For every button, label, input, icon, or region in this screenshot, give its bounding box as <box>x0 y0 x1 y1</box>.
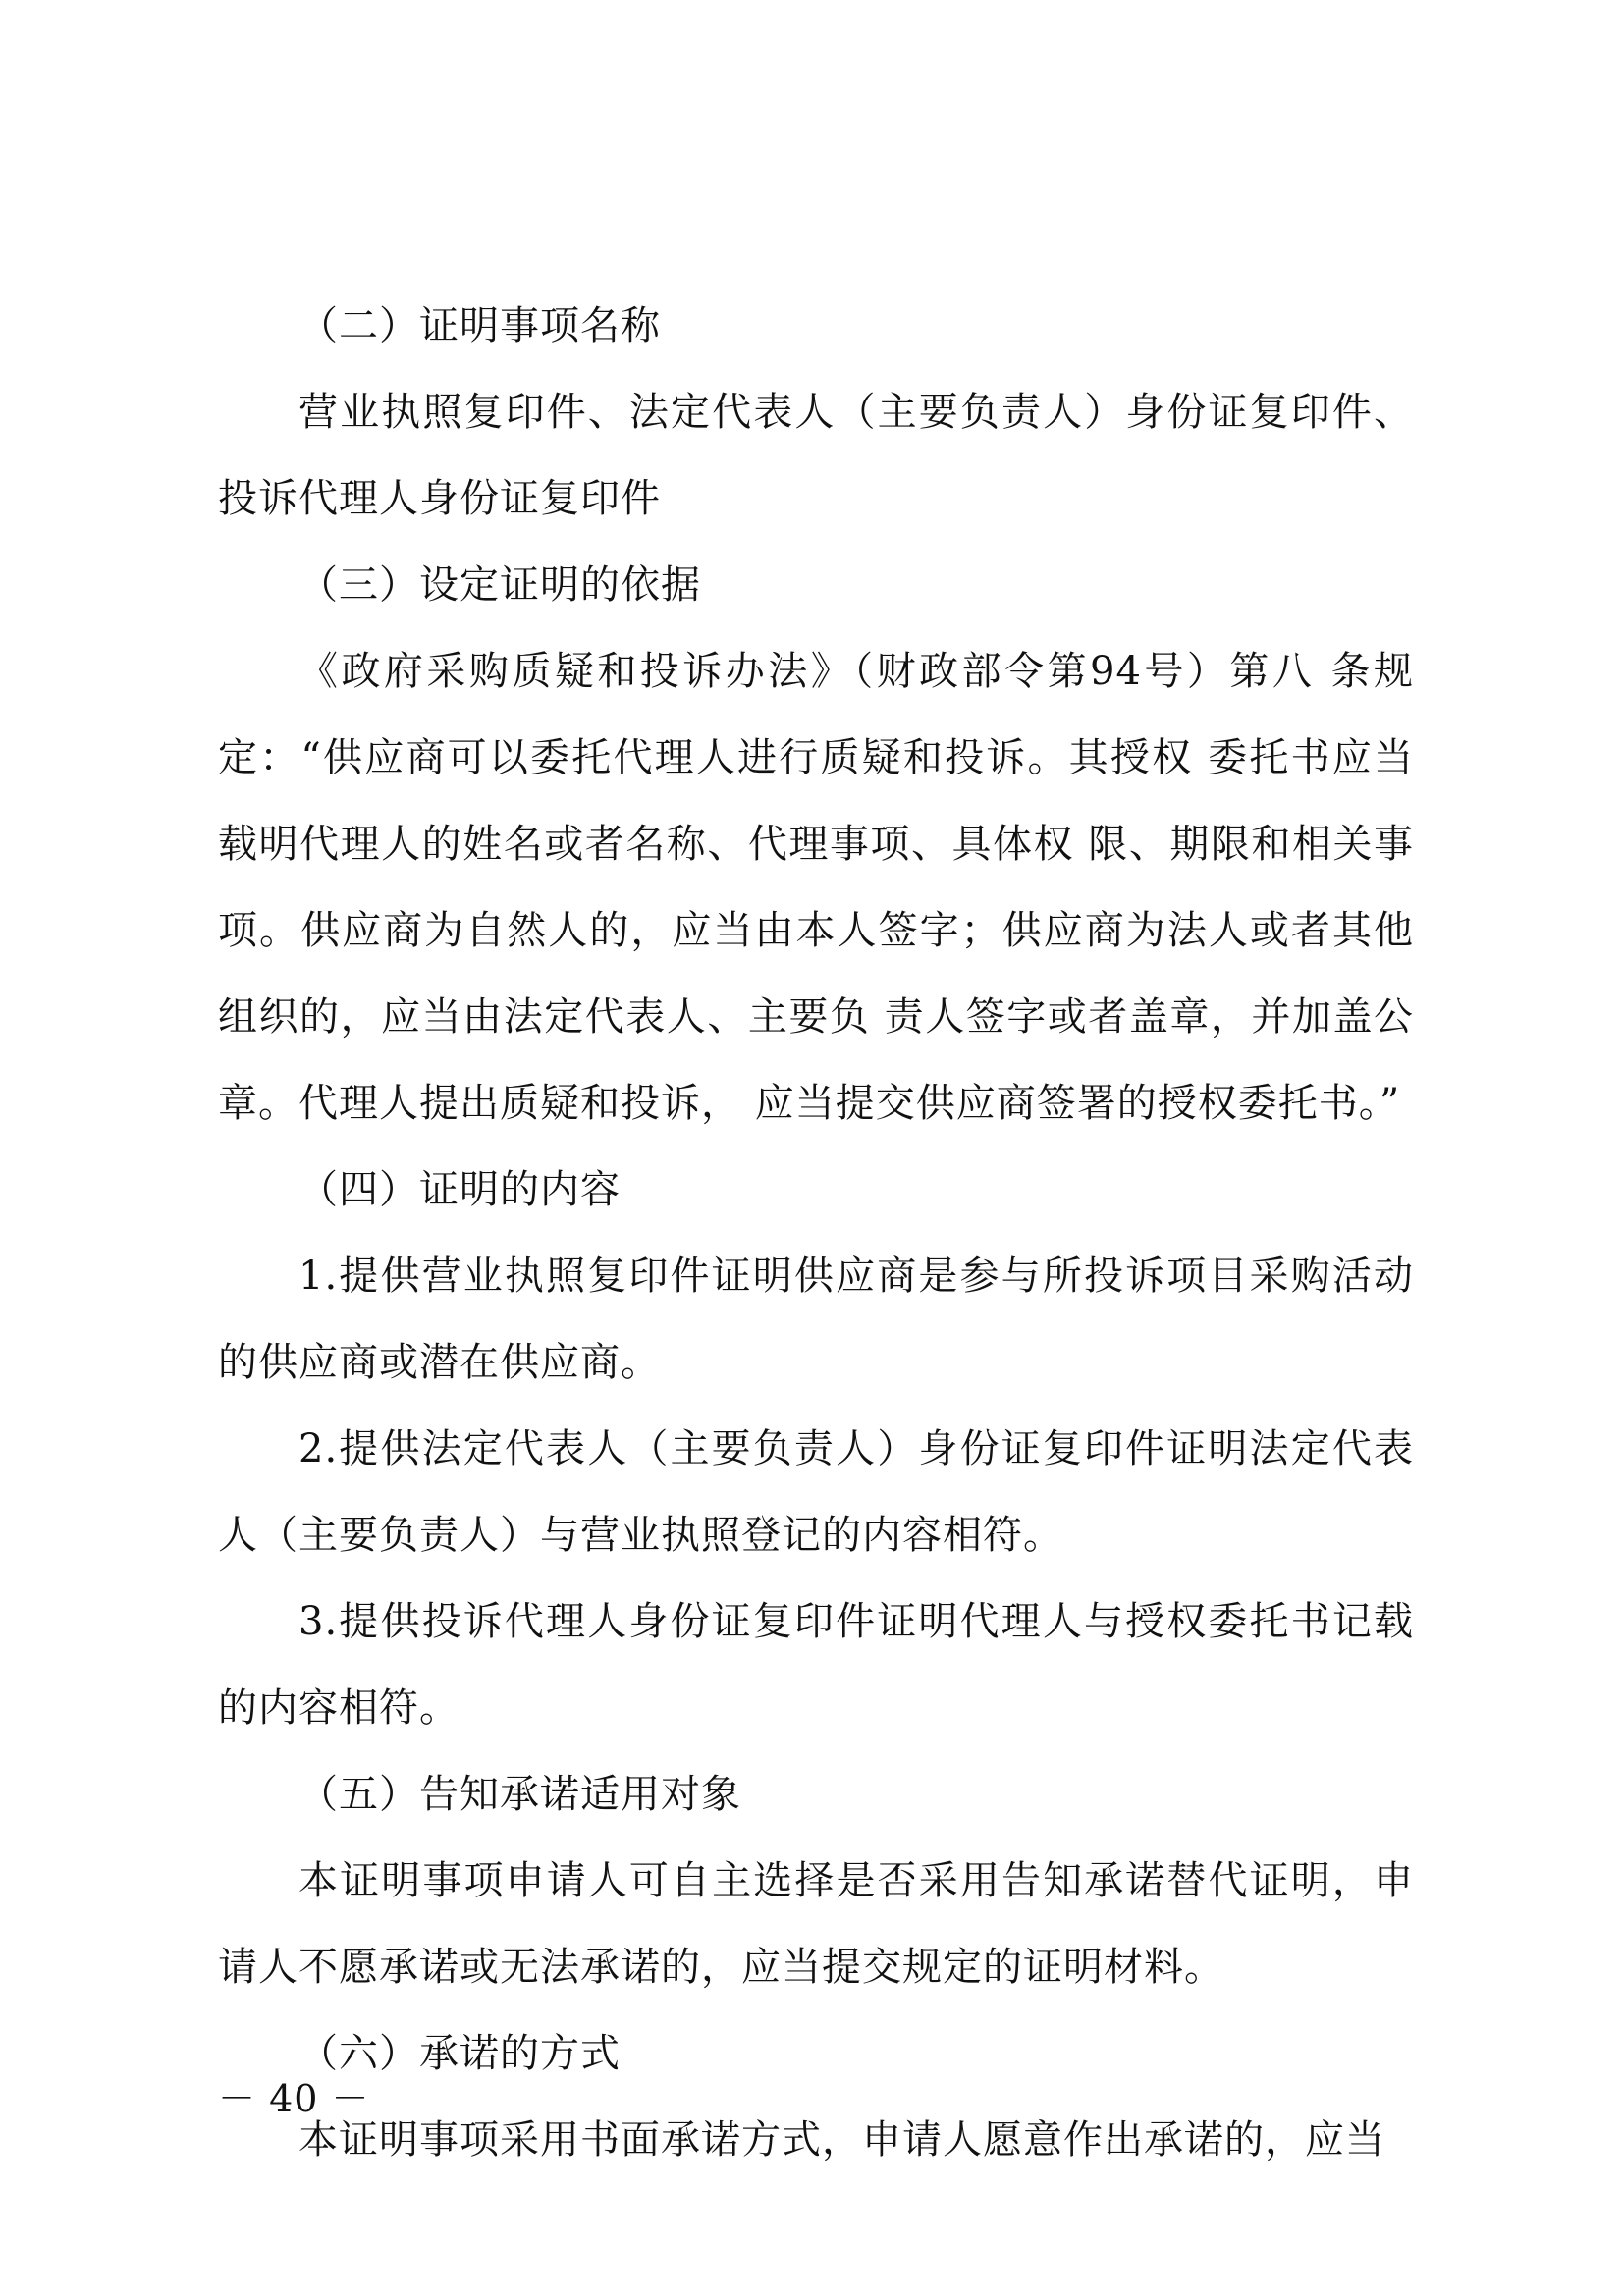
paragraph-applicable-objects: 本证明事项申请人可自主选择是否采用告知承诺替代证明，申请人不愿承诺或无法承诺的，应当提交规定的证明材料。 <box>218 1858 1414 1990</box>
section-heading-commitment-method: （六）承诺的方式 <box>298 2031 621 2076</box>
paragraph-content-1: 1.提供营业执照复印件证明供应商是参与所投诉项目采购活动的供应商或潜在供应商。 <box>218 1254 1414 1385</box>
section-heading-applicable-objects: （五）告知承诺适用对象 <box>298 1772 741 1817</box>
section-heading-certificate-name: （二）证明事项名称 <box>298 303 661 348</box>
paragraph-certificate-name: 营业执照复印件、法定代表人（主要负责人）身份证复印件、投诉代理人身份证复印件 <box>218 390 1414 521</box>
section-heading-content: （四）证明的内容 <box>298 1167 621 1212</box>
paragraph-content-3: 3.提供投诉代理人身份证复印件证明代理人与授权委托书记载的内容相符。 <box>218 1599 1414 1731</box>
paragraph-commitment-method: 本证明事项采用书面承诺方式，申请人愿意作出承诺的，应当 <box>298 2117 1385 2163</box>
page-number: － 40 － <box>218 2077 370 2120</box>
document-body <box>218 283 1414 2183</box>
paragraph-basis: 《政府采购质疑和投诉办法》（财政部令第94号）第八 条规定：“供应商可以委托代理人进行质疑和投诉。其授权 委托书应当载明代理人的姓名或者名称、代理事项、具体权 限、期限和相关事项。供应商为自然人的，应当由本人签字；供应商为法人或者其他组织的，应当由法定代表人、主要负 责人签字或者盖章，并加盖公章。代理人提出质疑和投诉， 应当提交供应商签署的授权委托书。” <box>218 649 1414 1126</box>
section-heading-basis: （三）设定证明的依据 <box>298 562 701 608</box>
paragraph-content-2: 2.提供法定代表人（主要负责人）身份证复印件证明法定代表人（主要负责人）与营业执照登记的内容相符。 <box>218 1426 1414 1558</box>
